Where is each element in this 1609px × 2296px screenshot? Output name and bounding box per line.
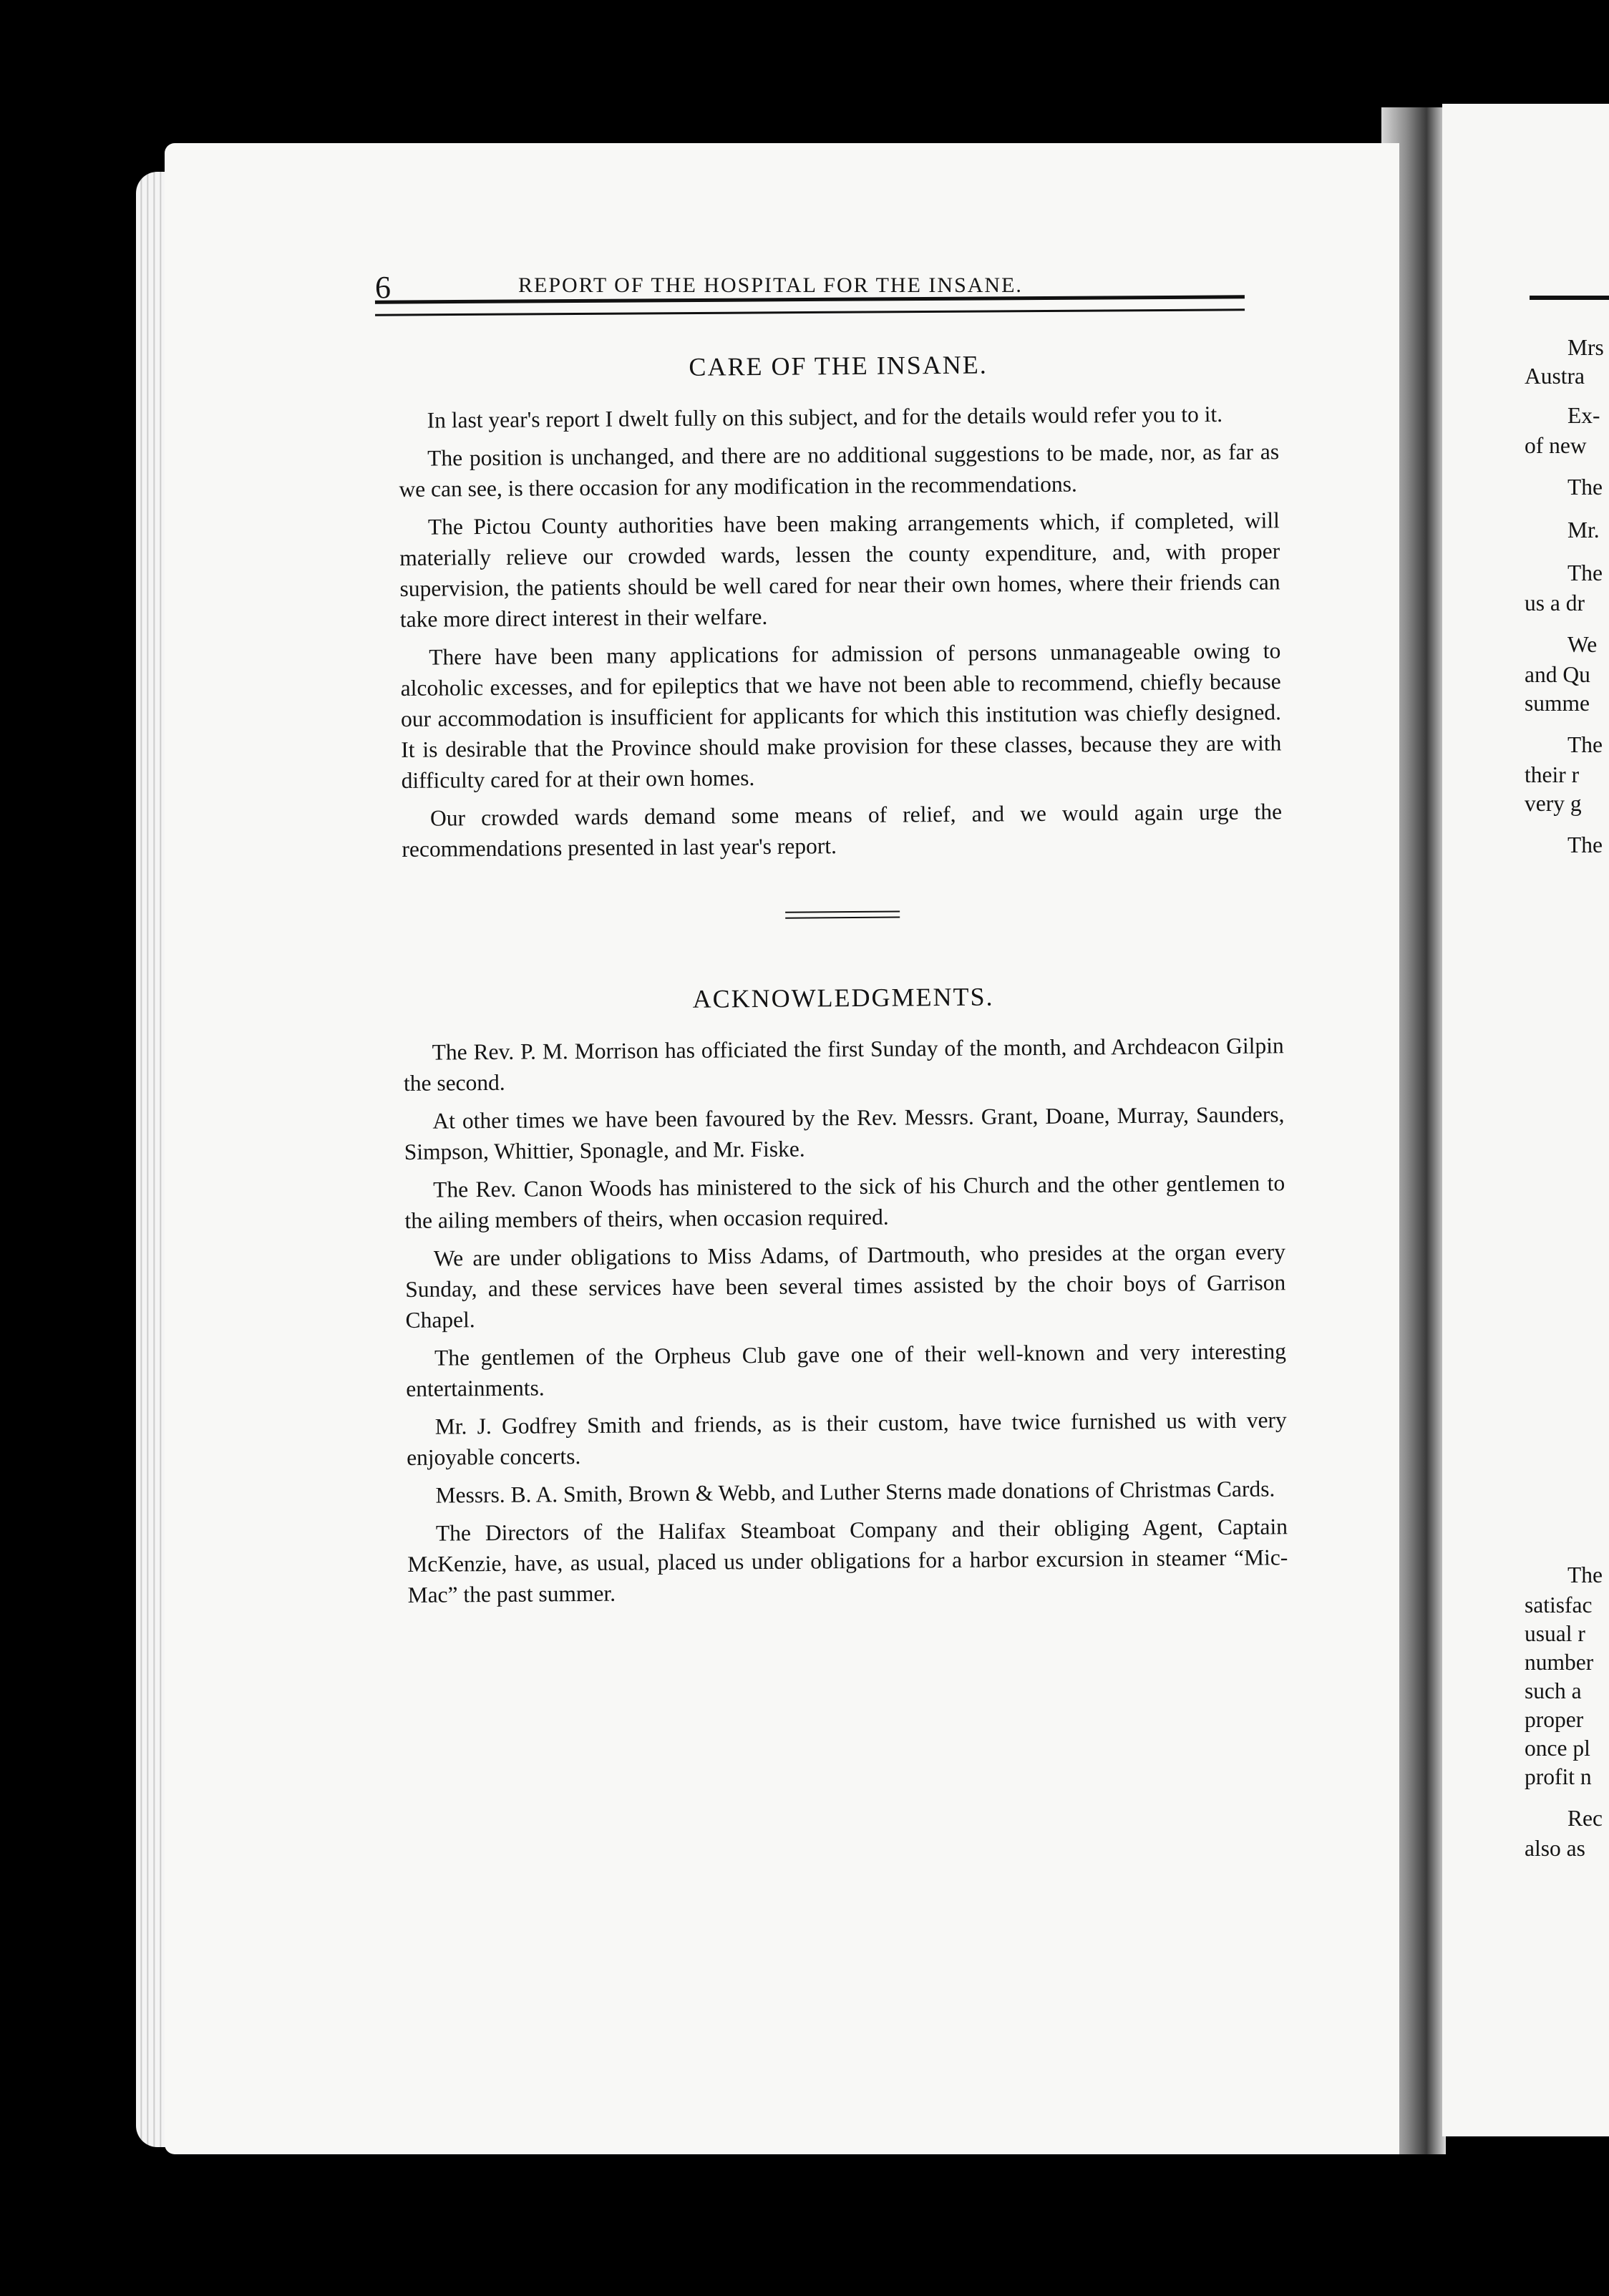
paragraph: Messrs. B. A. Smith, Brown & Webb, and Luther Sterns made donations of Christmas Cards.: [435, 1476, 1275, 1508]
paragraph: The Directors of the Halifax Steamboat Company and their obliging Agent, Captain McKenzie, have, as usual, placed us under obligations for a harbor excursion in steamer “Mic-Mac” the past summer.: [407, 1514, 1288, 1607]
section-title-acknowledgments: ACKNOWLEDGMENTS.: [692, 982, 994, 1013]
paragraph: The Rev. Canon Woods has ministered to the sick of his Church and the other gentlemen to the ailing members of theirs, when occasion required.: [404, 1170, 1285, 1233]
running-title: REPORT OF THE HOSPITAL FOR THE INSANE.: [518, 273, 1023, 297]
facing-page-fragment: The: [1567, 732, 1603, 757]
paragraph: The position is unchanged, and there are no additional suggestions to be made, nor, as far as we can see, is there occasion for any modification in the recommendations.: [399, 439, 1280, 502]
facing-page-fragment: Mrs: [1567, 335, 1604, 360]
page-number: 6: [375, 270, 391, 305]
facing-page-fragment: summe: [1525, 691, 1590, 716]
facing-page-fragment: Austra: [1525, 364, 1585, 389]
facing-page-fragment: number: [1525, 1650, 1594, 1675]
paragraph: In last year's report I dwelt fully on this subject, and for the details would refer you to it.: [427, 401, 1223, 433]
facing-page-fragment: The: [1567, 1562, 1603, 1587]
facing-page-fragment: usual r: [1525, 1621, 1585, 1646]
facing-page-fragment: profit n: [1525, 1764, 1592, 1789]
facing-page-fragment: and Qu: [1525, 662, 1590, 687]
facing-page-fragment: proper: [1525, 1707, 1584, 1732]
facing-page-fragment: their r: [1525, 762, 1580, 787]
facing-page-fragment: such a: [1525, 1678, 1582, 1703]
facing-page-fragment: We: [1567, 632, 1598, 657]
facing-page-fragment: The: [1567, 560, 1603, 585]
facing-page-fragment: The: [1567, 832, 1603, 857]
paragraph: The gentlemen of the Orpheus Club gave one of their well-known and very interesting entertainments.: [406, 1338, 1287, 1401]
page-body: [398, 347, 1288, 1618]
facing-page-text: [1442, 0, 1609, 2296]
facing-page-fragment: us a dr: [1525, 590, 1585, 616]
facing-page-fragment: satisfac: [1525, 1592, 1593, 1618]
paragraph: Our crowded wards demand some means of relief, and we would again urge the recommendations presented in last year's report.: [402, 799, 1283, 862]
paragraph: At other times we have been favoured by the Rev. Messrs. Grant, Doane, Murray, Saunders, Simpson, Whittier, Sponagle, and Mr. Fiske.: [404, 1101, 1285, 1164]
paragraph: There have been many applications for admission of persons unmanageable owing to alcoholic excesses, and for epileptics that we have not been able to recommend, chiefly because our accommodation is insufficient for applicants for which this institution was chiefly designed. It is desirable that the Province should make provision for these classes, because they are with difficulty cared for at their own homes.: [400, 638, 1282, 793]
facing-page-fragment: Rec: [1567, 1806, 1603, 1831]
facing-page-fragment: Ex-: [1567, 403, 1600, 428]
paragraph: We are under obligations to Miss Adams, of Dartmouth, who presides at the organ every Sunday, and these services have been several times assisted by the choir boys of Garrison Chapel.: [405, 1239, 1286, 1333]
facing-page-fragment: once pl: [1525, 1736, 1590, 1761]
facing-page-fragment: of new: [1525, 433, 1587, 458]
facing-page-fragment: The: [1567, 475, 1603, 500]
facing-page-fragment: Mr.: [1567, 517, 1600, 543]
facing-page-fragment: very g: [1525, 791, 1582, 816]
facing-page-fragment: also as: [1525, 1836, 1585, 1861]
paragraph: Mr. J. Godfrey Smith and friends, as is their custom, have twice furnished us with very enjoyable concerts.: [406, 1407, 1287, 1470]
paragraph: The Rev. P. M. Morrison has officiated the first Sunday of the month, and Archdeacon Gilpin the second.: [403, 1033, 1284, 1096]
section-divider: [785, 911, 900, 919]
paragraph: The Pictou County authorities have been making arrangements which, if completed, will materially relieve our crowded wards, lessen the county expenditure, and, with proper supervision, the patients should be well cared for near their own homes, where their friends can take more direct interest in their welfare.: [399, 507, 1280, 632]
section-title-care-of-the-insane: CARE OF THE INSANE.: [689, 350, 988, 381]
